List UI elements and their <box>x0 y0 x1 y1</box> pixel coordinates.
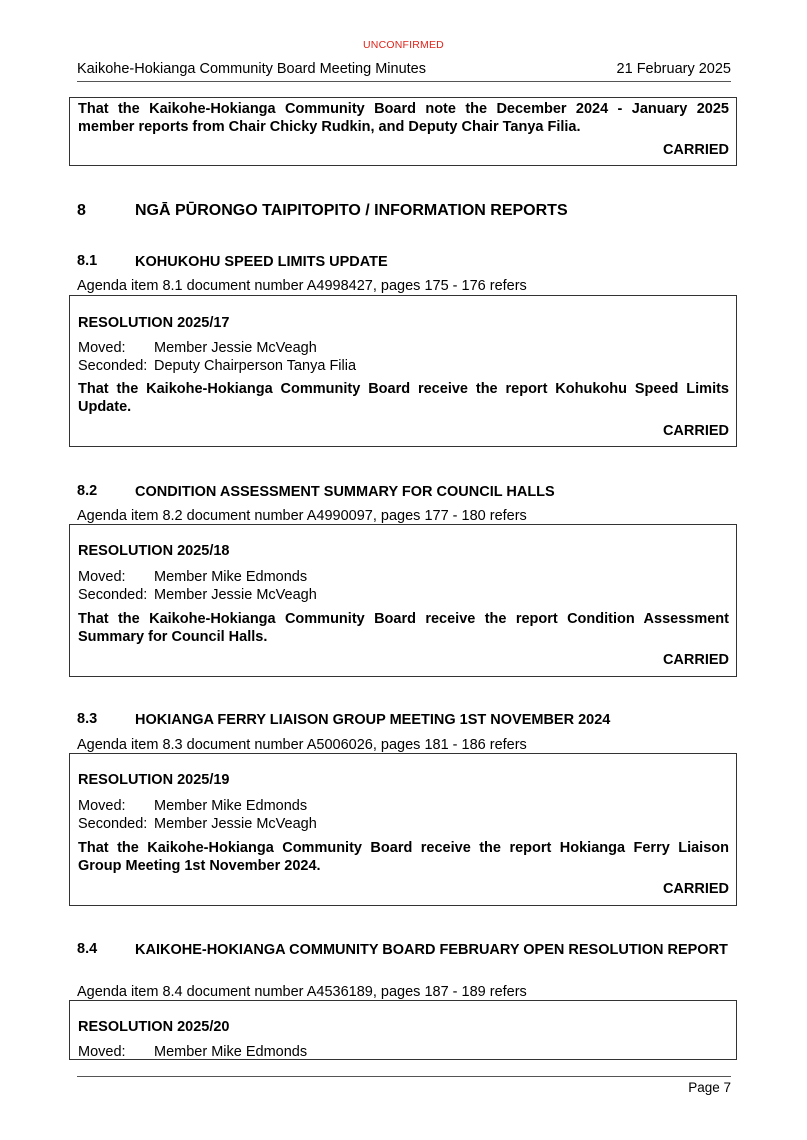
item-heading <box>77 253 731 271</box>
carried-label: CARRIED <box>662 652 729 668</box>
seconded-line <box>78 815 317 833</box>
resolution-number: RESOLUTION 2025/19 <box>78 772 230 788</box>
header-date: 21 February 2025 <box>616 61 731 77</box>
header-title: Kaikohe-Hokianga Community Board Meeting Minutes <box>77 61 426 77</box>
item-heading <box>77 483 731 501</box>
item-title-text: KAIKOHE-HOKIANGA COMMUNITY BOARD FEBRUARY OPEN RESOLUTION REPORT <box>135 942 728 958</box>
seconded-by: Member Jessie McVeagh <box>154 587 317 603</box>
item-title <box>135 941 731 959</box>
agenda-line: Agenda item 8.2 document number A4990097, pages 177 - 180 refers <box>77 508 527 524</box>
seconded-label: Seconded: <box>78 587 148 603</box>
moved-by: Member Mike Edmonds <box>154 569 308 585</box>
item-number: 8.3 <box>77 711 98 727</box>
item-heading <box>77 711 731 729</box>
moved-line <box>78 797 307 815</box>
resolution-number: RESOLUTION 2025/18 <box>78 543 230 559</box>
carried-label: CARRIED <box>662 881 729 897</box>
resolution-box <box>69 753 737 906</box>
section-heading <box>77 202 568 220</box>
item-heading <box>77 941 731 977</box>
carried-label: CARRIED <box>662 142 729 158</box>
seconded-by: Member Jessie McVeagh <box>154 816 317 832</box>
item-number: 8.4 <box>77 941 98 957</box>
agenda-line: Agenda item 8.4 document number A4536189, pages 187 - 189 refers <box>77 984 527 1000</box>
resolution-text: That the Kaikohe-Hokianga Community Board receive the report Kohukohu Speed Limits Update. <box>78 381 729 415</box>
agenda-line: Agenda item 8.3 document number A5006026, pages 181 - 186 refers <box>77 737 527 753</box>
resolution-text: That the Kaikohe-Hokianga Community Board receive the report Hokianga Ferry Liaison Group Meeting 1st November 2024. <box>78 840 729 874</box>
item-number: 8.2 <box>77 483 98 499</box>
page-number: Page 7 <box>688 1080 731 1095</box>
top-resolution-box <box>69 97 737 166</box>
moved-by: Member Mike Edmonds <box>154 1044 308 1060</box>
seconded-label: Seconded: <box>78 816 148 832</box>
seconded-by: Deputy Chairperson Tanya Filia <box>154 358 357 374</box>
item-number: 8.1 <box>77 253 98 269</box>
moved-label: Moved: <box>78 1044 126 1060</box>
unconfirmed-label: UNCONFIRMED <box>363 39 444 51</box>
resolution-number: RESOLUTION 2025/20 <box>78 1019 230 1035</box>
top-resolution-text: That the Kaikohe-Hokianga Community Board note the December 2024 - January 2025 member reports from Chair Chicky Rudkin, and Deputy Chair Tanya Filia. <box>78 101 729 135</box>
section-number: 8 <box>77 202 86 219</box>
footer-divider <box>77 1076 731 1077</box>
moved-line <box>78 1043 307 1061</box>
moved-line <box>78 568 307 586</box>
resolution-box <box>69 1000 737 1060</box>
seconded-label: Seconded: <box>78 358 148 374</box>
carried-label: CARRIED <box>662 423 729 439</box>
moved-label: Moved: <box>78 569 126 585</box>
item-title: HOKIANGA FERRY LIAISON GROUP MEETING 1ST NOVEMBER 2024 <box>135 712 611 728</box>
resolution-box <box>69 524 737 677</box>
moved-line <box>78 339 317 357</box>
seconded-line <box>78 586 317 604</box>
resolution-text: That the Kaikohe-Hokianga Community Board receive the report Condition Assessment Summary for Council Halls. <box>78 611 729 645</box>
moved-by: Member Mike Edmonds <box>154 798 308 814</box>
resolution-number: RESOLUTION 2025/17 <box>78 315 230 331</box>
agenda-line: Agenda item 8.1 document number A4998427, pages 175 - 176 refers <box>77 278 527 294</box>
resolution-box <box>69 295 737 447</box>
moved-label: Moved: <box>78 340 126 356</box>
moved-label: Moved: <box>78 798 126 814</box>
seconded-line <box>78 357 356 375</box>
item-title: KOHUKOHU SPEED LIMITS UPDATE <box>135 254 388 270</box>
page-header <box>77 61 731 82</box>
item-title: CONDITION ASSESSMENT SUMMARY FOR COUNCIL HALLS <box>135 484 555 500</box>
moved-by: Member Jessie McVeagh <box>154 340 317 356</box>
section-title: NGĀ PŪRONGO TAIPITOPITO / INFORMATION REPORTS <box>135 202 568 219</box>
